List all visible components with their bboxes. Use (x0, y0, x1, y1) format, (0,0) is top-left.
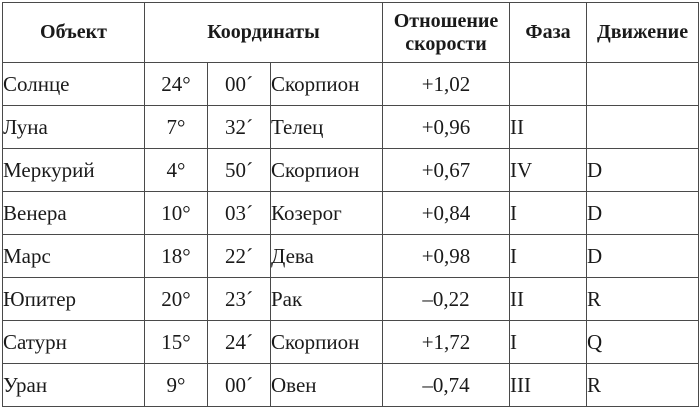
phase: II (510, 278, 587, 321)
phase: III (510, 364, 587, 407)
header-speed-line2: скорости (405, 32, 487, 55)
header-motion: Движение (587, 3, 699, 63)
degrees: 4° (145, 149, 208, 192)
table-row (3, 321, 699, 364)
motion: D (587, 149, 699, 192)
object-name: Марс (3, 235, 145, 278)
motion (587, 106, 699, 149)
minutes: 00´ (208, 364, 271, 407)
degrees: 7° (145, 106, 208, 149)
phase (510, 63, 587, 106)
phase: I (510, 235, 587, 278)
table-row (3, 278, 699, 321)
motion: R (587, 364, 699, 407)
minutes: 23´ (208, 278, 271, 321)
motion: D (587, 192, 699, 235)
table-row (3, 192, 699, 235)
table-row (3, 149, 699, 192)
speed-ratio: –0,22 (383, 278, 510, 321)
speed-ratio: +1,72 (383, 321, 510, 364)
motion: R (587, 278, 699, 321)
table-row (3, 235, 699, 278)
degrees: 18° (145, 235, 208, 278)
zodiac-sign: Скорпион (271, 63, 383, 106)
minutes: 03´ (208, 192, 271, 235)
minutes: 24´ (208, 321, 271, 364)
header-phase: Фаза (510, 3, 587, 63)
zodiac-sign: Рак (271, 278, 383, 321)
planet-positions-table (2, 2, 699, 407)
zodiac-sign: Дева (271, 235, 383, 278)
degrees: 9° (145, 364, 208, 407)
zodiac-sign: Овен (271, 364, 383, 407)
object-name: Венера (3, 192, 145, 235)
speed-ratio: +0,98 (383, 235, 510, 278)
degrees: 24° (145, 63, 208, 106)
minutes: 32´ (208, 106, 271, 149)
object-name: Уран (3, 364, 145, 407)
motion: Q (587, 321, 699, 364)
speed-ratio: +0,67 (383, 149, 510, 192)
minutes: 00´ (208, 63, 271, 106)
header-coordinates: Координаты (145, 3, 383, 63)
phase: IV (510, 149, 587, 192)
zodiac-sign: Телец (271, 106, 383, 149)
motion: D (587, 235, 699, 278)
degrees: 15° (145, 321, 208, 364)
header-object: Объект (3, 3, 145, 63)
speed-ratio: +0,84 (383, 192, 510, 235)
object-name: Луна (3, 106, 145, 149)
degrees: 10° (145, 192, 208, 235)
header-speed-ratio (383, 3, 510, 63)
phase: II (510, 106, 587, 149)
minutes: 50´ (208, 149, 271, 192)
object-name: Меркурий (3, 149, 145, 192)
speed-ratio: +1,02 (383, 63, 510, 106)
object-name: Сатурн (3, 321, 145, 364)
minutes: 22´ (208, 235, 271, 278)
zodiac-sign: Скорпион (271, 321, 383, 364)
table-row (3, 364, 699, 407)
zodiac-sign: Козерог (271, 192, 383, 235)
header-speed-line1: Отношение (393, 9, 499, 32)
phase: I (510, 321, 587, 364)
header-row (3, 3, 699, 63)
table-row (3, 63, 699, 106)
zodiac-sign: Скорпион (271, 149, 383, 192)
table-row (3, 106, 699, 149)
speed-ratio: +0,96 (383, 106, 510, 149)
object-name: Юпитер (3, 278, 145, 321)
phase: I (510, 192, 587, 235)
object-name: Солнце (3, 63, 145, 106)
speed-ratio: –0,74 (383, 364, 510, 407)
degrees: 20° (145, 278, 208, 321)
motion (587, 63, 699, 106)
